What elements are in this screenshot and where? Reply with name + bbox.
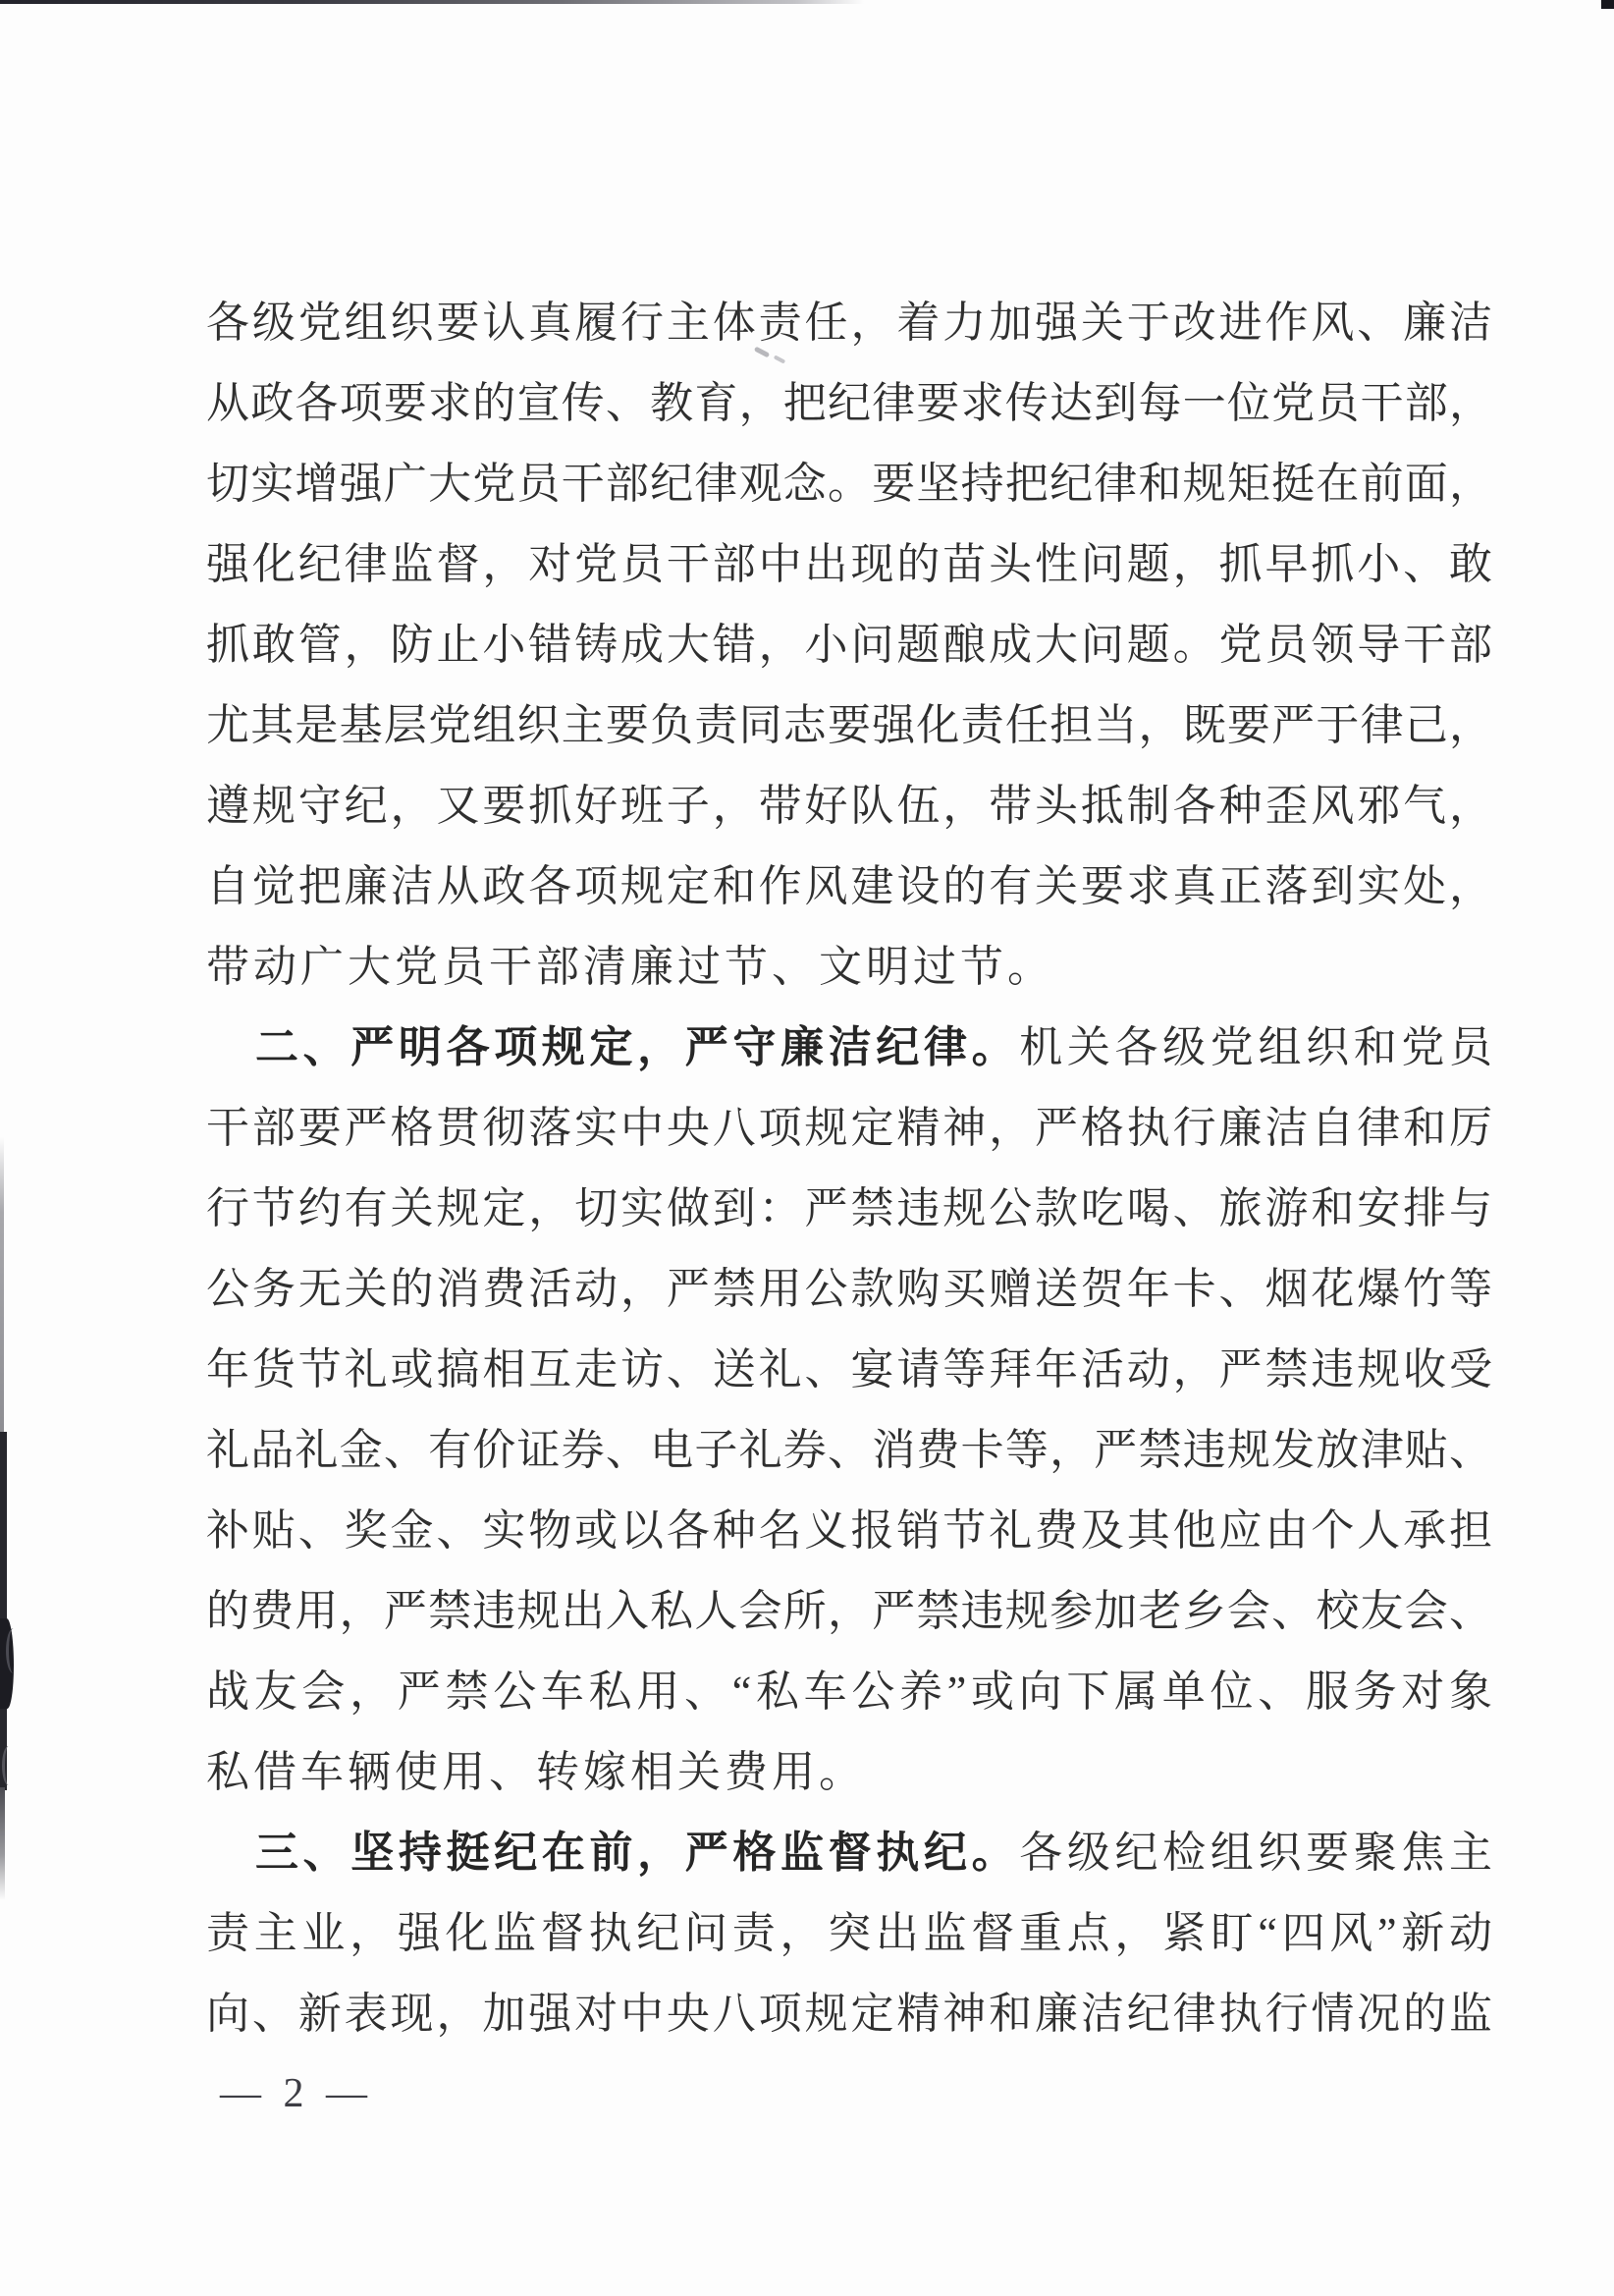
text-line: 各级党组织要认真履行主体责任，着力加强关于改进作风、廉洁 <box>206 299 1492 347</box>
text-line: 遵规守纪，又要抓好班子，带好队伍，带头抵制各种歪风邪气， <box>206 782 1492 830</box>
text-line: 补贴、奖金、实物或以各种名义报销节礼费及其他应由个人承担 <box>206 1506 1492 1555</box>
text-line: 礼品礼金、有价证券、电子礼券、消费卡等，严禁违规发放津贴、 <box>206 1426 1492 1474</box>
scan-artifact-top-edge <box>0 0 864 4</box>
scan-artifact-top-right <box>1601 0 1614 9</box>
text-line: 公务无关的消费活动，严禁用公款购买赠送贺年卡、烟花爆竹等 <box>206 1265 1492 1313</box>
scan-artifact-left-tail <box>0 1787 5 1900</box>
text-line: 尤其是基层党组织主要负责同志要强化责任担当，既要严于律己， <box>206 701 1492 749</box>
scan-artifact-left-faint <box>0 1137 4 1437</box>
text-line-paragraph-end: 带动广大党员干部清廉过节、文明过节。 <box>206 943 1054 991</box>
text-line: 切实增强广大党员干部纪律观念。要坚持把纪律和规矩挺在前面， <box>206 460 1492 508</box>
scan-artifact-left-hook <box>2 1746 15 1785</box>
text-line: 年货节礼或搞相互走访、送礼、宴请等拜年活动，严禁违规收受 <box>206 1345 1492 1394</box>
text-line: 向、新表现，加强对中央八项规定精神和廉洁纪律执行情况的监 <box>206 1990 1492 2038</box>
text-line: 抓敢管，防止小错铸成大错，小问题酿成大问题。党员领导干部 <box>206 621 1492 669</box>
text-line-paragraph-end: 私借车辆使用、转嫁相关费用。 <box>206 1748 866 1796</box>
text-line: 强化纪律监督，对党员干部中出现的苗头性问题，抓早抓小、敢 <box>206 540 1492 588</box>
text-line: 战友会，严禁公车私用、“私车公养”或向下属单位、服务对象 <box>206 1667 1492 1716</box>
scan-artifact-left-dark <box>0 1432 7 1790</box>
text-line-section-heading: 三、坚持挺纪在前，严格监督执纪。各级纪检组织要聚焦主 <box>255 1829 1493 1877</box>
text-line: 从政各项要求的宣传、教育，把纪律要求传达到每一位党员干部， <box>206 379 1492 427</box>
scan-artifact-left-hook <box>6 1628 21 1673</box>
text-line: 责主业，强化监督执纪问责，突出监督重点，紧盯“四风”新动 <box>206 1909 1492 1957</box>
text-line: 干部要严格贯彻落实中央八项规定精神，严格执行廉洁自律和厉 <box>206 1104 1492 1152</box>
text-line-section-heading: 二、严明各项规定，严守廉洁纪律。机关各级党组织和党员 <box>255 1023 1493 1071</box>
text-line: 行节约有关规定，切实做到：严禁违规公款吃喝、旅游和安排与 <box>206 1184 1492 1232</box>
text-line: 自觉把廉洁从政各项规定和作风建设的有关要求真正落到实处， <box>206 862 1492 910</box>
document-body <box>206 283 1492 2054</box>
text-line: 的费用，严禁违规出入私人会所，严禁违规参加老乡会、校友会、 <box>206 1587 1492 1635</box>
page-number: — 2 — <box>220 2071 373 2116</box>
